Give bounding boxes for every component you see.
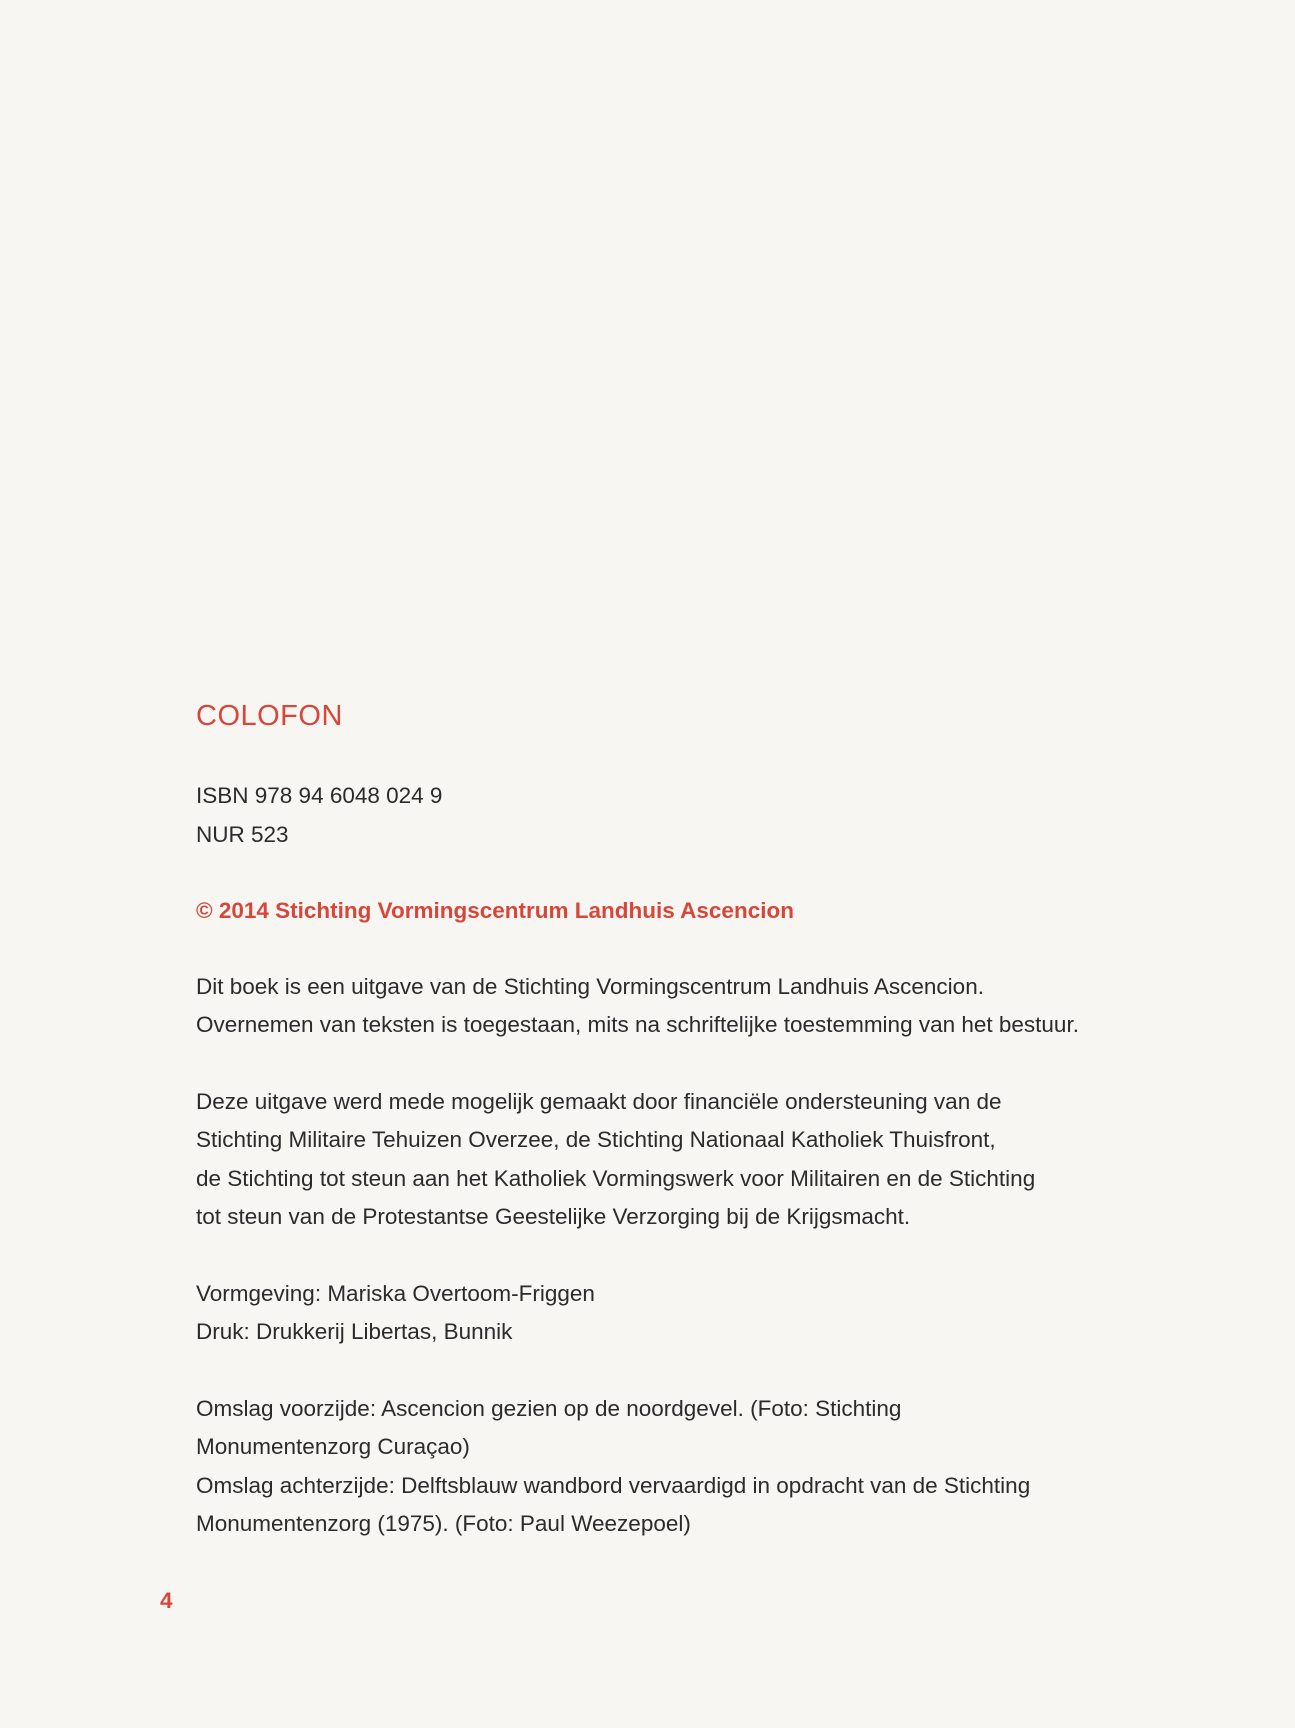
credits-paragraph [196, 1275, 1196, 1352]
paragraph-line: Stichting Militaire Tehuizen Overzee, de Stichting Nationaal Katholiek Thuisfront, [196, 1127, 996, 1152]
paragraph-line: Dit boek is een uitgave van de Stichting Vormingscentrum Landhuis Ascencion. [196, 973, 984, 999]
paragraph-line: Deze uitgave werd mede mogelijk gemaakt door financiële ondersteuning van de [196, 1088, 1002, 1114]
design-credit: Vormgeving: Mariska Overtoom-Friggen [196, 1280, 595, 1306]
sponsor-paragraph [196, 1083, 1196, 1237]
colofon-block [196, 698, 1196, 1582]
cover-front-line: Omslag voorzijde: Ascencion gezien op de noordgevel. (Foto: Stichting [196, 1395, 902, 1421]
copyright-line: © 2014 Stichting Vormingscentrum Landhuis Ascencion [196, 898, 794, 923]
cover-back-line: Monumentenzorg (1975). (Foto: Paul Weezepoel) [196, 1511, 691, 1536]
publisher-paragraph [196, 968, 1196, 1045]
paragraph-line: tot steun van de Protestantse Geestelijke Verzorging bij de Krijgsmacht. [196, 1204, 911, 1229]
nur-line: NUR 523 [196, 821, 289, 847]
paragraph-line: de Stichting tot steun aan het Katholiek Vormingswerk voor Militairen en de Stichting [196, 1165, 1036, 1191]
paragraph-line: Overnemen van teksten is toegestaan, mits na schriftelijke toestemming van het bestuur. [196, 1012, 1079, 1037]
page-number: 4 [160, 1588, 173, 1613]
isbn-line: ISBN 978 94 6048 024 9 [196, 783, 443, 808]
cover-paragraph [196, 1390, 1196, 1544]
colofon-heading: COLOFON [196, 700, 343, 732]
cover-back-line: Omslag achterzijde: Delftsblauw wandbord vervaardigd in opdracht van de Stichting [196, 1472, 1031, 1498]
print-credit: Druk: Drukkerij Libertas, Bunnik [196, 1319, 513, 1344]
cover-front-line: Monumentenzorg Curaçao) [196, 1434, 470, 1459]
identifiers [196, 777, 1196, 854]
